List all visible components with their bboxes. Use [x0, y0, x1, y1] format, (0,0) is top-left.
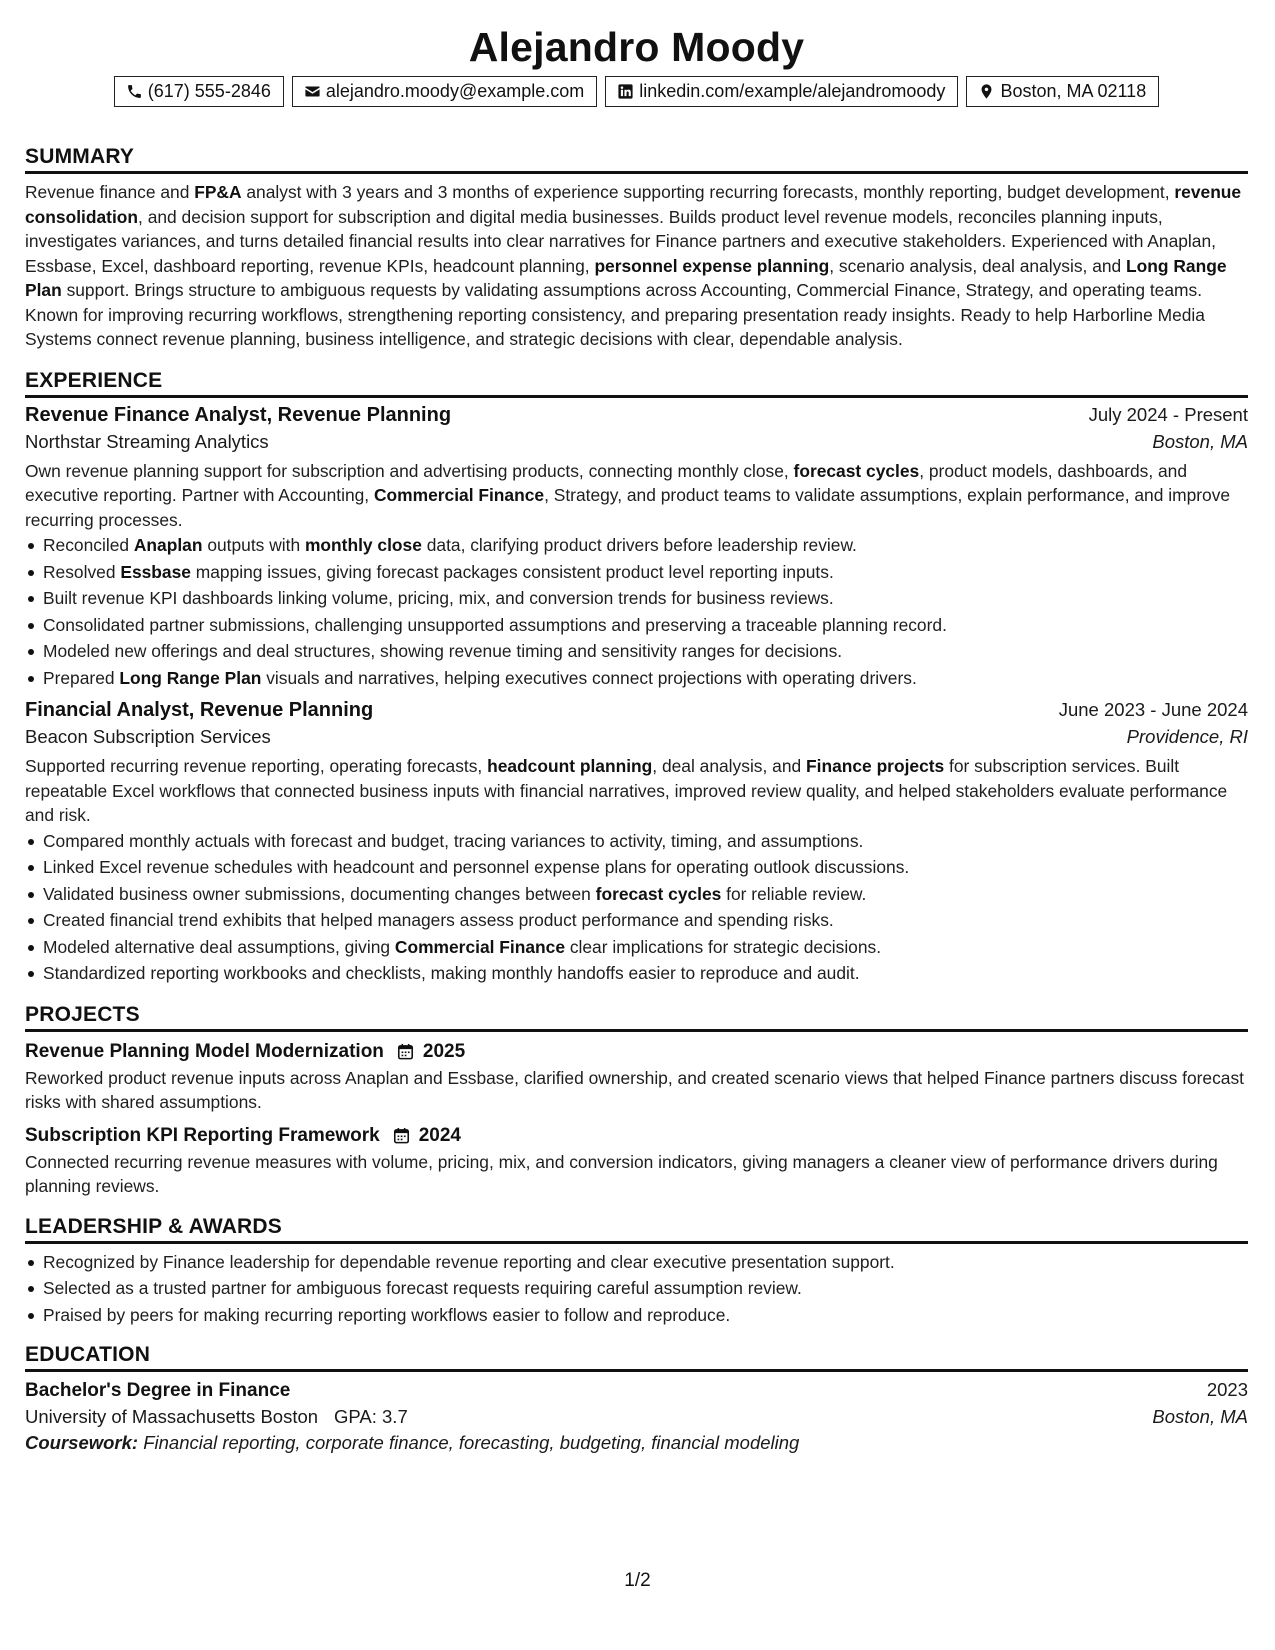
job-header [25, 699, 1248, 722]
job-bullet [25, 934, 1248, 961]
text-segment: for reliable review. [721, 883, 867, 904]
job-header [25, 404, 1248, 427]
section-divider [25, 1369, 1248, 1372]
job-bullets [25, 532, 1248, 691]
text-segment: Prepared [43, 667, 120, 688]
text-segment: Resolved [43, 561, 121, 582]
job-location: Boston, MA [1152, 430, 1248, 452]
job-subheader [25, 431, 1248, 453]
text-segment: Linked Excel revenue schedules with headcount and personnel expense plans for operating outlook discussions. [43, 857, 910, 877]
project-year: 2025 [422, 1040, 466, 1062]
education-subheader [25, 1406, 1248, 1428]
bold-keyword: revenue consolidation [25, 182, 1242, 227]
contact-text: Boston, MA 02118 [1000, 81, 1147, 101]
text-segment: outputs with [202, 535, 305, 555]
project-name: Revenue Planning Model Modernization [25, 1040, 384, 1062]
text-segment: Standardized reporting workbooks and checklists, making monthly handoffs easier to reproduce and audit. [43, 963, 860, 983]
text-segment: visuals and narratives, helping executives connect projections with operating drivers. [261, 667, 917, 688]
section-divider [25, 1029, 1248, 1032]
section-title-experience: EXPERIENCE [25, 368, 163, 392]
section-divider [25, 171, 1248, 174]
job-subheader [25, 726, 1248, 748]
contact-text: (617) 555-2846 [147, 81, 271, 101]
leadership-list [25, 1249, 1248, 1329]
bold-keyword: monthly close [304, 535, 422, 555]
bold-keyword: Long Range Plan [119, 667, 262, 688]
job-bullet [25, 960, 1248, 987]
section-divider [25, 1241, 1248, 1244]
bold-keyword: Commercial Finance [373, 485, 545, 505]
job-bullet [25, 828, 1248, 855]
bold-keyword: personnel expense planning [594, 255, 830, 276]
job-bullet [25, 638, 1248, 665]
coursework-label: Coursework: [25, 1432, 139, 1453]
contact-text: alejandro.moody@example.com [325, 81, 585, 101]
job-bullet [25, 665, 1248, 692]
job-bullet [25, 612, 1248, 639]
text-segment: Consolidated partner submissions, challenging unsupported assumptions and preserving a traceable planning record. [43, 614, 947, 635]
project-header [25, 1125, 1248, 1147]
text-segment: Reconciled [43, 535, 134, 555]
project-name: Subscription KPI Reporting Framework [25, 1124, 380, 1146]
project-description: Reworked product revenue inputs across Anaplan and Essbase, clarified ownership, and created scenario views that helped Finance partners discuss forecast risks with shared assumptions. [25, 1067, 1244, 1112]
text-segment: Revenue finance and [25, 182, 195, 202]
project-header [25, 1041, 1248, 1063]
gpa: GPA: 3.7 [334, 1406, 408, 1427]
job-bullet [25, 532, 1248, 559]
job-bullet [25, 559, 1248, 586]
bold-keyword: forecast cycles [793, 460, 920, 481]
bold-keyword: Essbase [120, 561, 191, 582]
bold-keyword: Anaplan [133, 535, 203, 555]
job-location: Providence, RI [1126, 726, 1248, 747]
linkedin-icon [617, 83, 634, 100]
job-bullet [25, 585, 1248, 612]
section-title-projects: PROJECTS [25, 1002, 140, 1026]
job-bullet [25, 907, 1248, 934]
contact-phone[interactable] [114, 76, 284, 107]
job-dates: June 2023 - June 2024 [1058, 699, 1248, 720]
coursework-text: Financial reporting, corporate finance, forecasting, budgeting, financial modeling [143, 1432, 800, 1453]
contact-linkedin[interactable] [605, 76, 958, 107]
education-header [25, 1379, 1248, 1402]
text-segment: support. Brings structure to ambiguous requests by validating assumptions across Accounting, Commercial Finance, Strategy, and operating teams. Known for improving recurring workflows, strengthening reporting consistency, and preparing presentation ready insights. Ready to help Harborline Media Systems connect revenue planning, business intelligence, and strategic decisions with clear, dependable analysis. [25, 280, 1205, 349]
education-location: Boston, MA [1152, 1406, 1248, 1427]
text-segment: Supported recurring revenue reporting, operating forecasts, [25, 756, 488, 776]
job-description [25, 754, 1248, 828]
list-item: Praised by peers for making recurring reporting workflows easier to follow and reproduce. [25, 1302, 1248, 1329]
bold-keyword: Long Range Plan [25, 255, 1227, 300]
text-segment: Created financial trend exhibits that helped managers assess product performance and spending risks. [43, 910, 834, 930]
project-entry [25, 1125, 1248, 1199]
text-segment: Built revenue KPI dashboards linking volume, pricing, mix, and conversion trends for business reviews. [43, 588, 834, 608]
calendar-icon [396, 1042, 415, 1061]
contact-location [966, 76, 1159, 107]
job-bullet [25, 881, 1248, 908]
text-segment: mapping issues, giving forecast packages consistent product level reporting inputs. [190, 561, 834, 582]
company-name: Northstar Streaming Analytics [25, 430, 269, 452]
job-title: Revenue Finance Analyst, Revenue Planning [25, 403, 452, 426]
project-description: Connected recurring revenue measures with volume, pricing, mix, and conversion indicators, giving managers a cleaner view of performance drivers during planning reviews. [25, 1151, 1218, 1196]
text-segment: Modeled alternative deal assumptions, giving [43, 936, 395, 957]
contact-text: linkedin.com/example/alejandromoody [639, 81, 946, 101]
job-dates: July 2024 - Present [1088, 403, 1248, 425]
calendar-icon [392, 1126, 411, 1145]
summary-paragraph [25, 180, 1248, 352]
bold-keyword: Commercial Finance [394, 936, 565, 957]
page-number: 1/2 [624, 1570, 651, 1591]
job-bullets [25, 828, 1248, 987]
text-segment: , Strategy, and product teams to validate assumptions, explain performance, and improve recurring processes. [25, 485, 1231, 530]
job-entry [25, 699, 1248, 987]
text-segment: , and decision support for subscription and digital media businesses. Builds product level revenue models, reconciles planning inputs, investigates variances, and turns detailed financial results into clear narratives for Finance partners and executive stakeholders. Experienced with Anaplan, Essbase, Excel, dashboard reporting, revenue KPIs, headcount planning, [25, 206, 1216, 276]
company-name: Beacon Subscription Services [25, 726, 271, 747]
job-description [25, 459, 1248, 533]
school-name: University of Massachusetts Boston [25, 1406, 319, 1427]
bold-keyword: FP&A [194, 182, 242, 202]
job-title: Financial Analyst, Revenue Planning [25, 699, 374, 721]
contact-bar [25, 76, 1248, 107]
bold-keyword: headcount planning [487, 756, 653, 776]
text-segment: clear implications for strategic decisions. [565, 936, 882, 957]
text-segment: , deal analysis, and [652, 756, 807, 776]
bold-keyword: Finance projects [806, 756, 945, 776]
text-segment: , product models, dashboards, and executive reporting. Partner with Accounting, [25, 460, 1188, 505]
job-bullet [25, 854, 1248, 881]
list-item: Recognized by Finance leadership for dependable revenue reporting and clear executive presentation support. [25, 1249, 1248, 1276]
envelope-icon [304, 83, 321, 100]
text-segment: Modeled new offerings and deal structures, showing revenue timing and sensitivity ranges for decisions. [43, 641, 843, 661]
list-item: Selected as a trusted partner for ambiguous forecast requests requiring careful assumption review. [25, 1275, 1248, 1302]
project-entry [25, 1041, 1248, 1115]
text-segment: for subscription services. Built repeatable Excel workflows that connected business inputs with financial narratives, improved review quality, and helped stakeholders evaluate performance and risk. [25, 756, 1228, 825]
school-line [25, 1406, 408, 1428]
section-title-leadership: LEADERSHIP & AWARDS [25, 1214, 282, 1238]
text-segment: , scenario analysis, deal analysis, and [829, 255, 1127, 276]
bold-keyword: forecast cycles [595, 883, 722, 904]
text-segment: Compared monthly actuals with forecast and budget, tracing variances to activity, timing, and assumptions. [43, 830, 864, 851]
contact-email[interactable] [292, 76, 597, 107]
section-title-education: EDUCATION [25, 1343, 151, 1366]
project-year: 2024 [418, 1124, 461, 1146]
map-pin-icon [978, 83, 995, 100]
job-entry [25, 404, 1248, 692]
coursework-line [25, 1432, 1248, 1454]
text-segment: Own revenue planning support for subscription and advertising products, connecting monthly close, [25, 460, 794, 481]
text-segment: data, clarifying product drivers before leadership review. [421, 535, 857, 555]
text-segment: Validated business owner submissions, documenting changes between [43, 883, 596, 904]
graduation-year: 2023 [1206, 1379, 1248, 1400]
resume-page [25, 22, 1248, 1454]
candidate-name: Alejandro Moody [468, 24, 805, 70]
degree: Bachelor's Degree in Finance [25, 1380, 291, 1401]
section-divider [25, 395, 1248, 398]
section-title-summary: SUMMARY [25, 145, 135, 168]
phone-icon [126, 83, 143, 100]
text-segment: analyst with 3 years and 3 months of experience supporting recurring forecasts, monthly reporting, budget development, [241, 182, 1175, 202]
